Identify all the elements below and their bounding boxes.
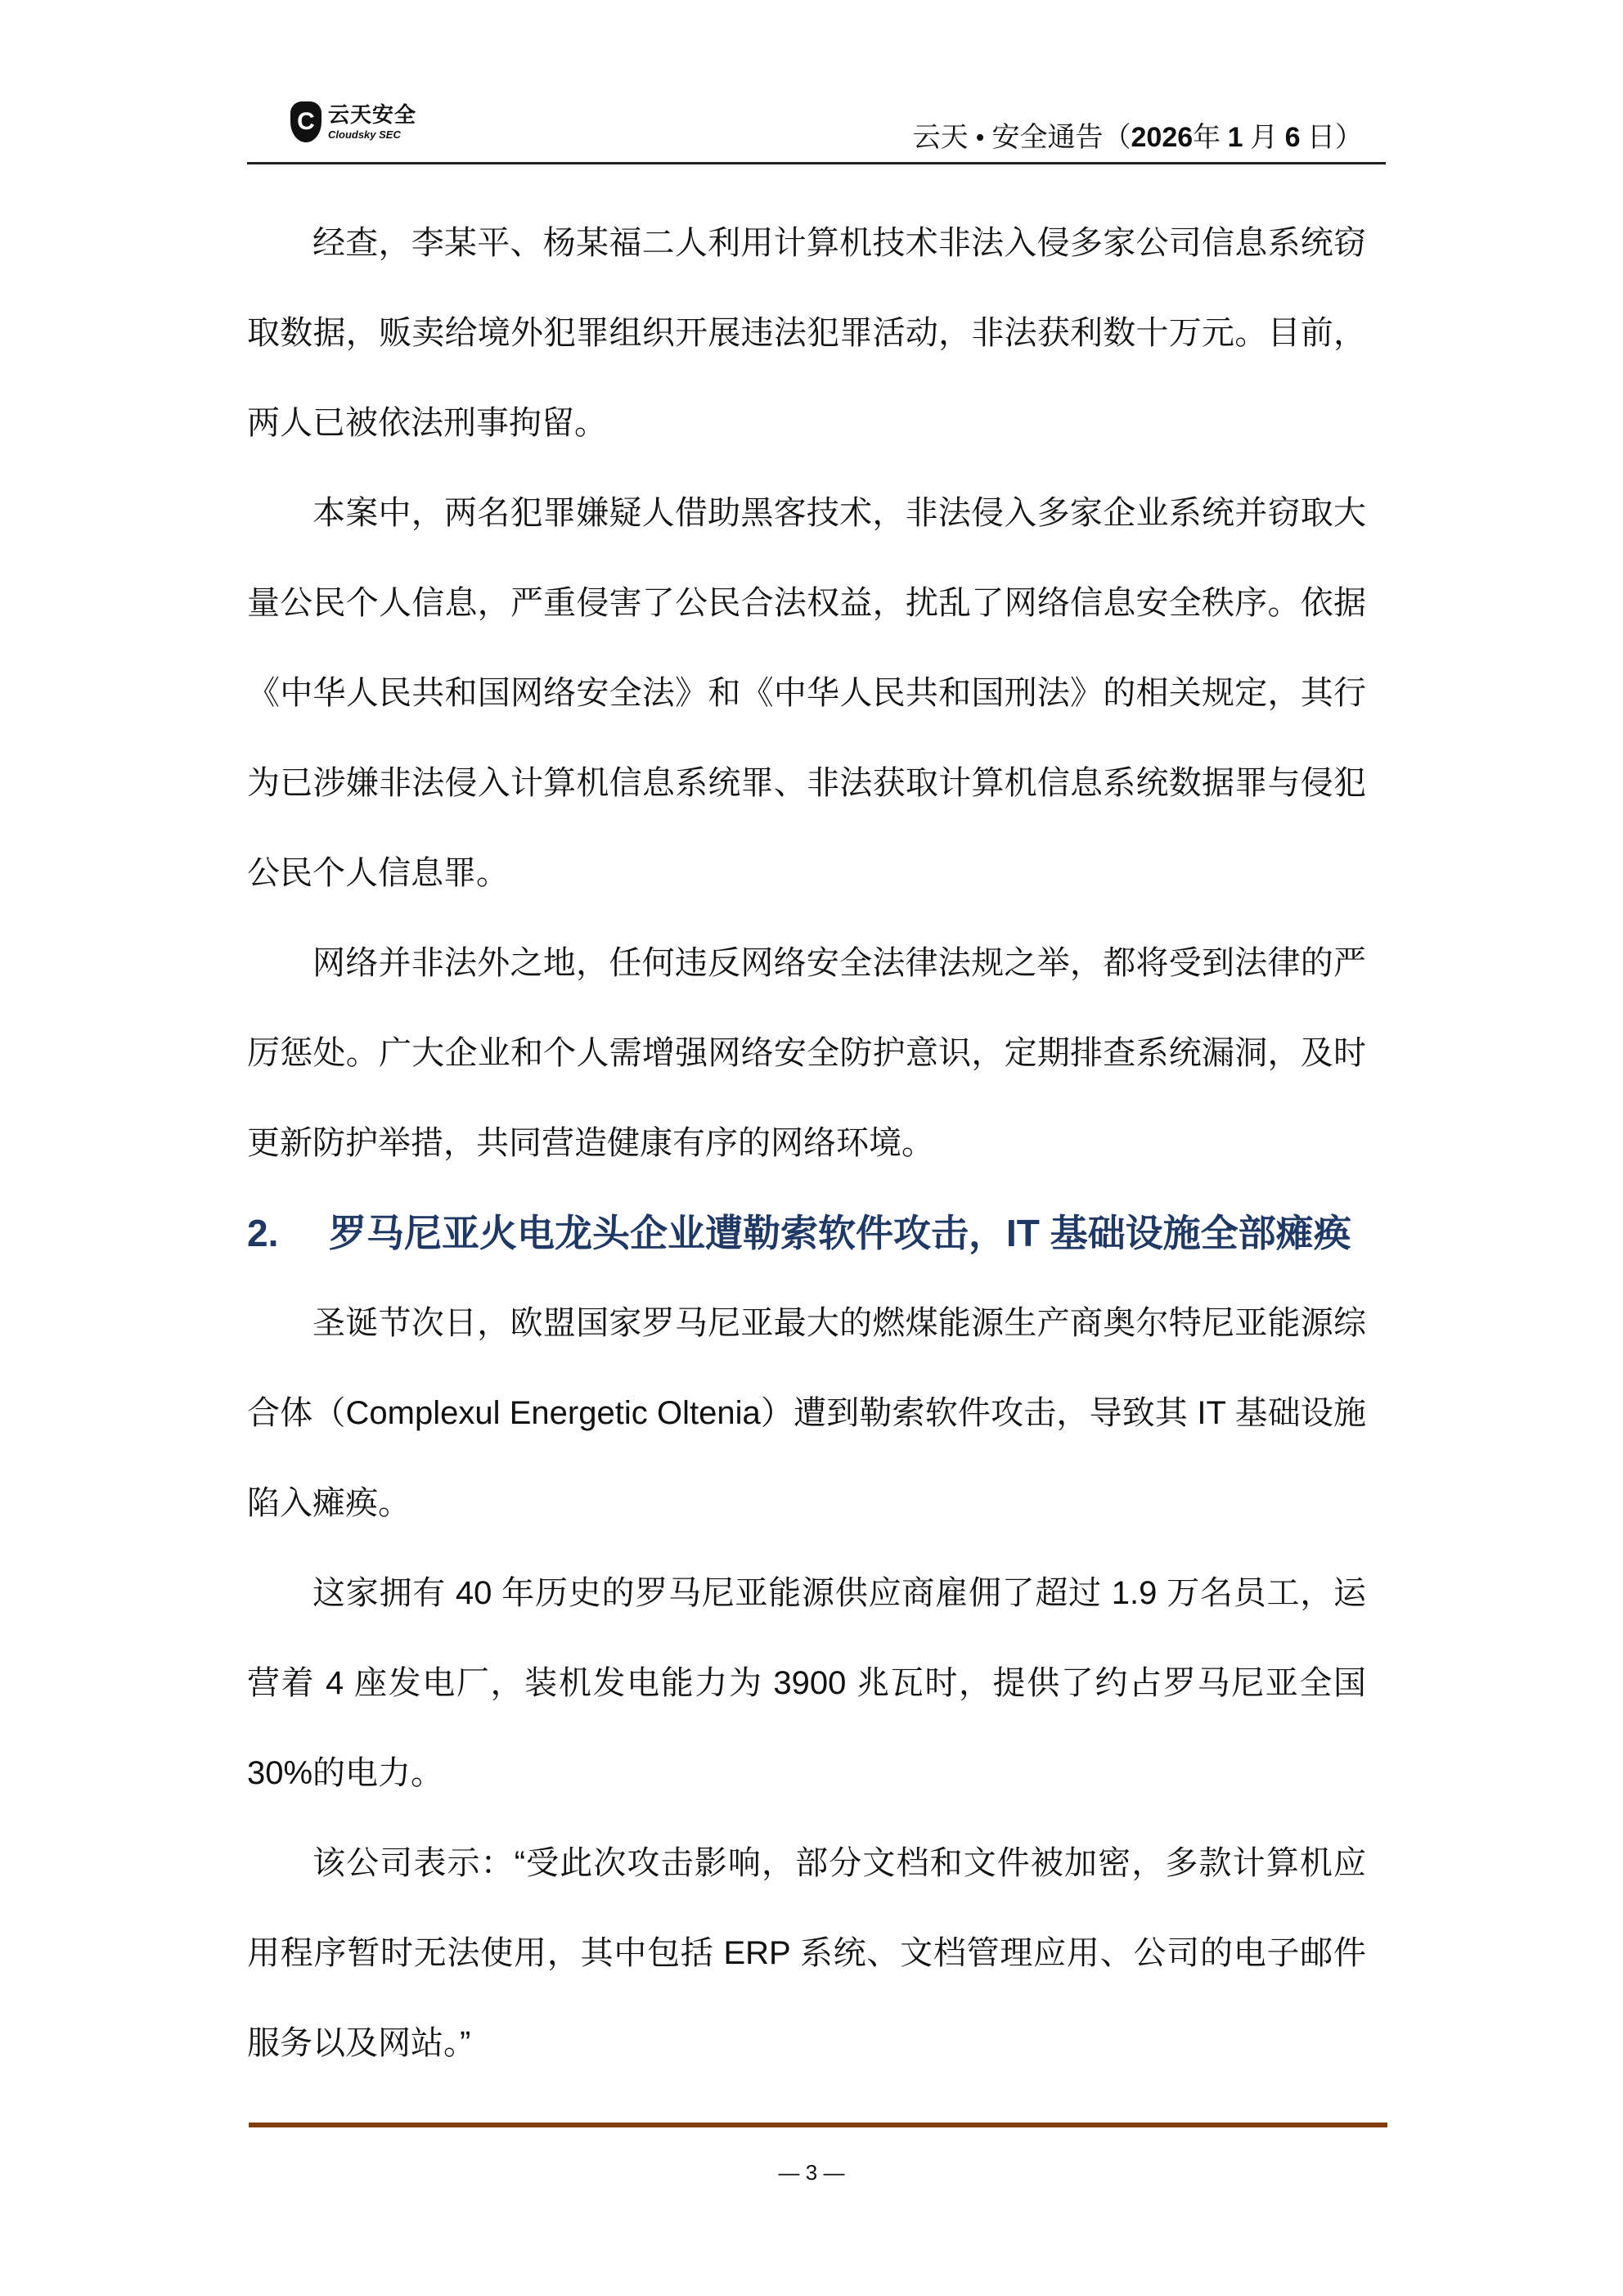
header-divider — [247, 162, 1386, 164]
paragraph: 经查，李某平、杨某福二人利用计算机技术非法入侵多家公司信息系统窃取数据，贩卖给境外犯罪组织开展违法犯罪活动，非法获利数十万元。目前，两人已被依法刑事拘留。 — [247, 225, 1366, 441]
paragraph: 本案中，两名犯罪嫌疑人借助黑客技术，非法侵入多家企业系统并窃取大量公民个人信息，严重侵害了公民合法权益，扰乱了网络信息安全秩序。依据《中华人民共和国网络安全法》和《中华人民共和国刑法》的相关规定，其行为已涉嫌非法侵入计算机信息系统罪、非法获取计算机信息系统数据罪与侵犯公民个人信息罪。 — [247, 495, 1366, 891]
logo-english-name: Cloudsky SEC — [328, 128, 401, 141]
header-day: 6 — [1284, 122, 1301, 153]
header-year-unit: 年 — [1193, 123, 1221, 153]
logo-shield-icon: C — [290, 101, 321, 142]
section-title: 罗马尼亚火电龙头企业遭勒索软件攻击，IT 基础设施全部瘫痪 — [329, 1212, 1351, 1254]
company-logo — [290, 101, 416, 142]
header-title-prefix: 云天 • 安全通告（ — [912, 123, 1131, 153]
page-number: — 3 — — [778, 2160, 845, 2185]
header-title — [913, 115, 1363, 155]
document-body — [247, 198, 1366, 2088]
header-year: 2026 — [1131, 122, 1194, 153]
footer-divider — [249, 2123, 1387, 2127]
section-heading — [247, 1188, 1366, 1278]
header-day-unit: 日） — [1307, 123, 1363, 153]
header-month: 1 — [1227, 122, 1243, 153]
paragraph: 该公司表示：“受此次攻击影响，部分文档和文件被加密，多款计算机应用程序暂时无法使用，其中包括 ERP 系统、文档管理应用、公司的电子邮件服务以及网站。” — [247, 1845, 1366, 2061]
section-number: 2. — [247, 1212, 279, 1254]
paragraph: 这家拥有 40 年历史的罗马尼亚能源供应商雇佣了超过 1.9 万名员工，运营着 4 座发电厂，装机发电能力为 3900 兆瓦时，提供了约占罗马尼亚全国 30%的电力。 — [247, 1575, 1366, 1791]
header-month-unit: 月 — [1250, 123, 1279, 153]
logo-chinese-name: 云天安全 — [328, 102, 417, 127]
paragraph: 网络并非法外之地，任何违反网络安全法律法规之举，都将受到法律的严厉惩处。广大企业和个人需增强网络安全防护意识，定期排查系统漏洞，及时更新防护举措，共同营造健康有序的网络环境。 — [247, 945, 1366, 1161]
paragraph: 圣诞节次日，欧盟国家罗马尼亚最大的燃煤能源生产商奥尔特尼亚能源综合体（Complexul Energetic Oltenia）遭到勒索软件攻击，导致其 IT 基础设施陷入瘫痪。 — [247, 1305, 1366, 1521]
